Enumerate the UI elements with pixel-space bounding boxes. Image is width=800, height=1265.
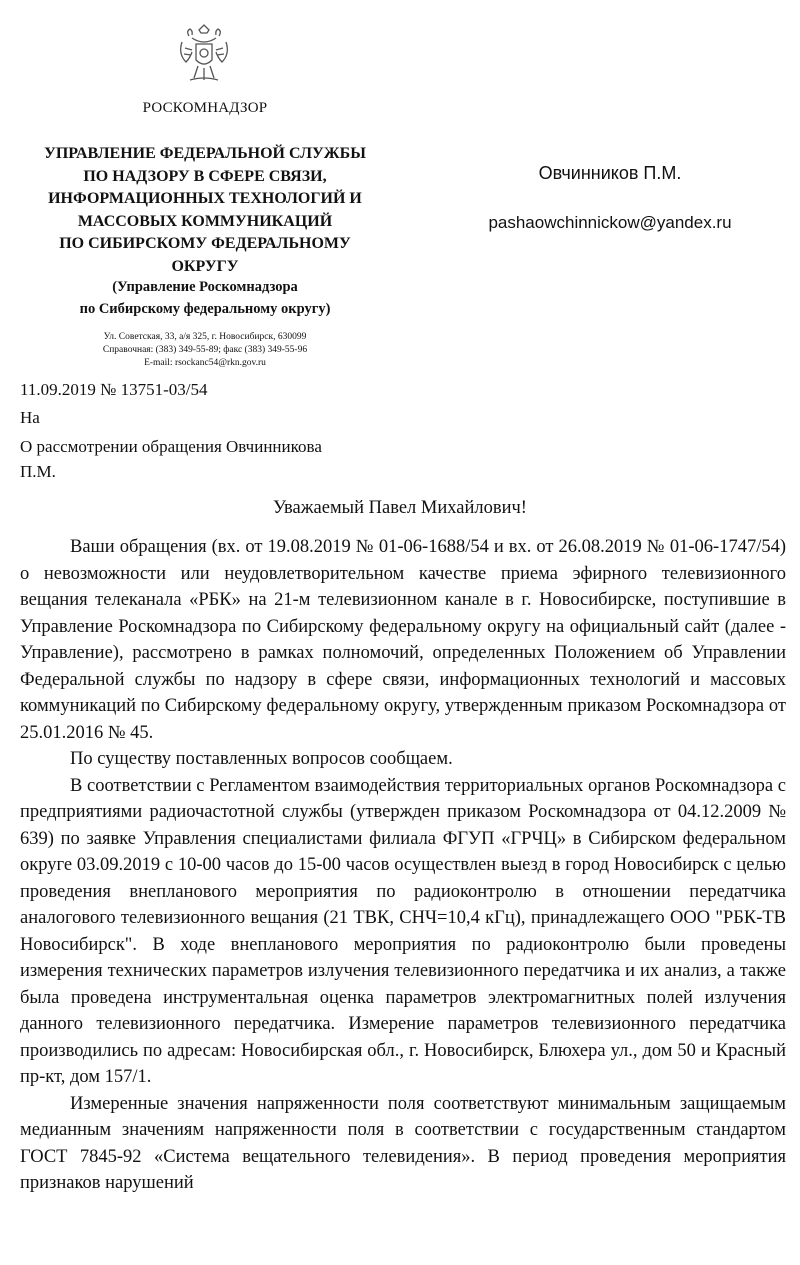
organization-name-line: УПРАВЛЕНИЕ ФЕДЕРАЛЬНОЙ СЛУЖБЫ [44, 145, 366, 162]
agency-brand: РОСКОМНАДЗОР [142, 100, 268, 116]
paragraph: Измеренные значения напряженности поля соответствуют минимальным защищаемым медианным значениям напряженности поля в соответствии с государственным стандартом ГОСТ 7845-92 «Система вещательного телевидения». В период проведения мероприятия признаков нарушений [20, 1093, 786, 1193]
letter-body [20, 534, 786, 1197]
organization-name-line: ПО НАДЗОРУ В СФЕРЕ СВЯЗИ, [83, 167, 327, 185]
reference-label: На [20, 408, 40, 427]
organization-contacts [20, 331, 390, 370]
registration-number: 11.09.2019 № 13751-03/54 [20, 380, 208, 399]
contact-phone: Справочная: (383) 349-55-89; факс (383) 349-55-96 [102, 345, 308, 355]
recipient-name: Овчинников П.М. [538, 163, 682, 183]
contact-email: E-mail: rsockanc54@rkn.gov.ru [144, 358, 266, 368]
recipient-email: pashaowchinnickow@yandex.ru [488, 213, 732, 232]
organization-name [20, 143, 390, 278]
subject-line: П.М. [20, 462, 56, 481]
paragraph: Ваши обращения (вх. от 19.08.2019 № 01-06-1688/54 и вх. от 26.08.2019 № 01-06-1747/54) о невозможности или неудовлетворительном качестве приема эфирного телевизионного вещания телеканала «РБК» на 21-м телевизионном канале в г. Новосибирске, поступившие в Управление Роскомнадзора по Сибирскому федеральному округу на официальный сайт (далее - Управление), рассмотрено в рамках полномочий, определенных Положением об Управлении Федеральной службы по надзору в сфере связи, информационных технологий и массовых коммуникаций по Сибирскому федеральному округу, утвержденным приказом Роскомнадзора от 25.01.2016 № 45. [20, 537, 786, 743]
organization-name-line: ПО СИБИРСКОМУ ФЕДЕРАЛЬНОМУ [59, 235, 351, 252]
organization-name-line: ОКРУГУ [171, 257, 239, 275]
organization-name-line: ИНФОРМАЦИОННЫХ ТЕХНОЛОГИЙ И [48, 190, 362, 207]
letter-subject [20, 434, 322, 484]
contact-address: Ул. Советская, 33, а/я 325, г. Новосибирск, 630099 [103, 332, 307, 342]
organization-short-name [20, 276, 390, 320]
paragraph: В соответствии с Регламентом взаимодействия территориальных органов Роскомнадзора с предприятиями радиочастотной службы (утвержден приказом Роскомнадзора от 04.12.2009 № 639) по заявке Управления специалистами филиала ФГУП «ГРЧЦ» в Сибирском федеральном округе 03.09.2019 с 10-00 часов до 15-00 часов осуществлен выезд в город Новосибирск с целью проведения внепланового мероприятия по радиоконтролю в отношении передатчика аналогового телевизионного вещания (21 ТВК, СНЧ=10,4 кГц), принадлежащего ООО "РБК-ТВ Новосибирск". В ходе внепланового мероприятия по радиоконтролю были проведены измерения технических параметров излучения телевизионного передатчика и их анализ, а также была проведена инструментальная оценка параметров электромагнитных полей излучения данного телевизионного передатчика. Измерение параметров телевизионного передатчика производились по адресам: Новосибирская обл., г. Новосибирск, Блюхера ул., дом 50 и Красный пр-кт, дом 157/1. [20, 775, 786, 1087]
organization-short-line: (Управление Роскомнадзора [112, 279, 298, 295]
recipient-block [440, 163, 780, 233]
subject-line: О рассмотрении обращения Овчинникова [20, 437, 322, 456]
salutation: Уважаемый Павел Михайлович! [273, 498, 527, 518]
organization-name-line: МАССОВЫХ КОММУНИКАЦИЙ [77, 212, 333, 230]
paragraph: По существу поставленных вопросов сообщаем. [70, 749, 453, 769]
organization-short-line: по Сибирскому федеральному округу) [79, 301, 331, 317]
double-headed-eagle-emblem-icon [176, 22, 232, 86]
